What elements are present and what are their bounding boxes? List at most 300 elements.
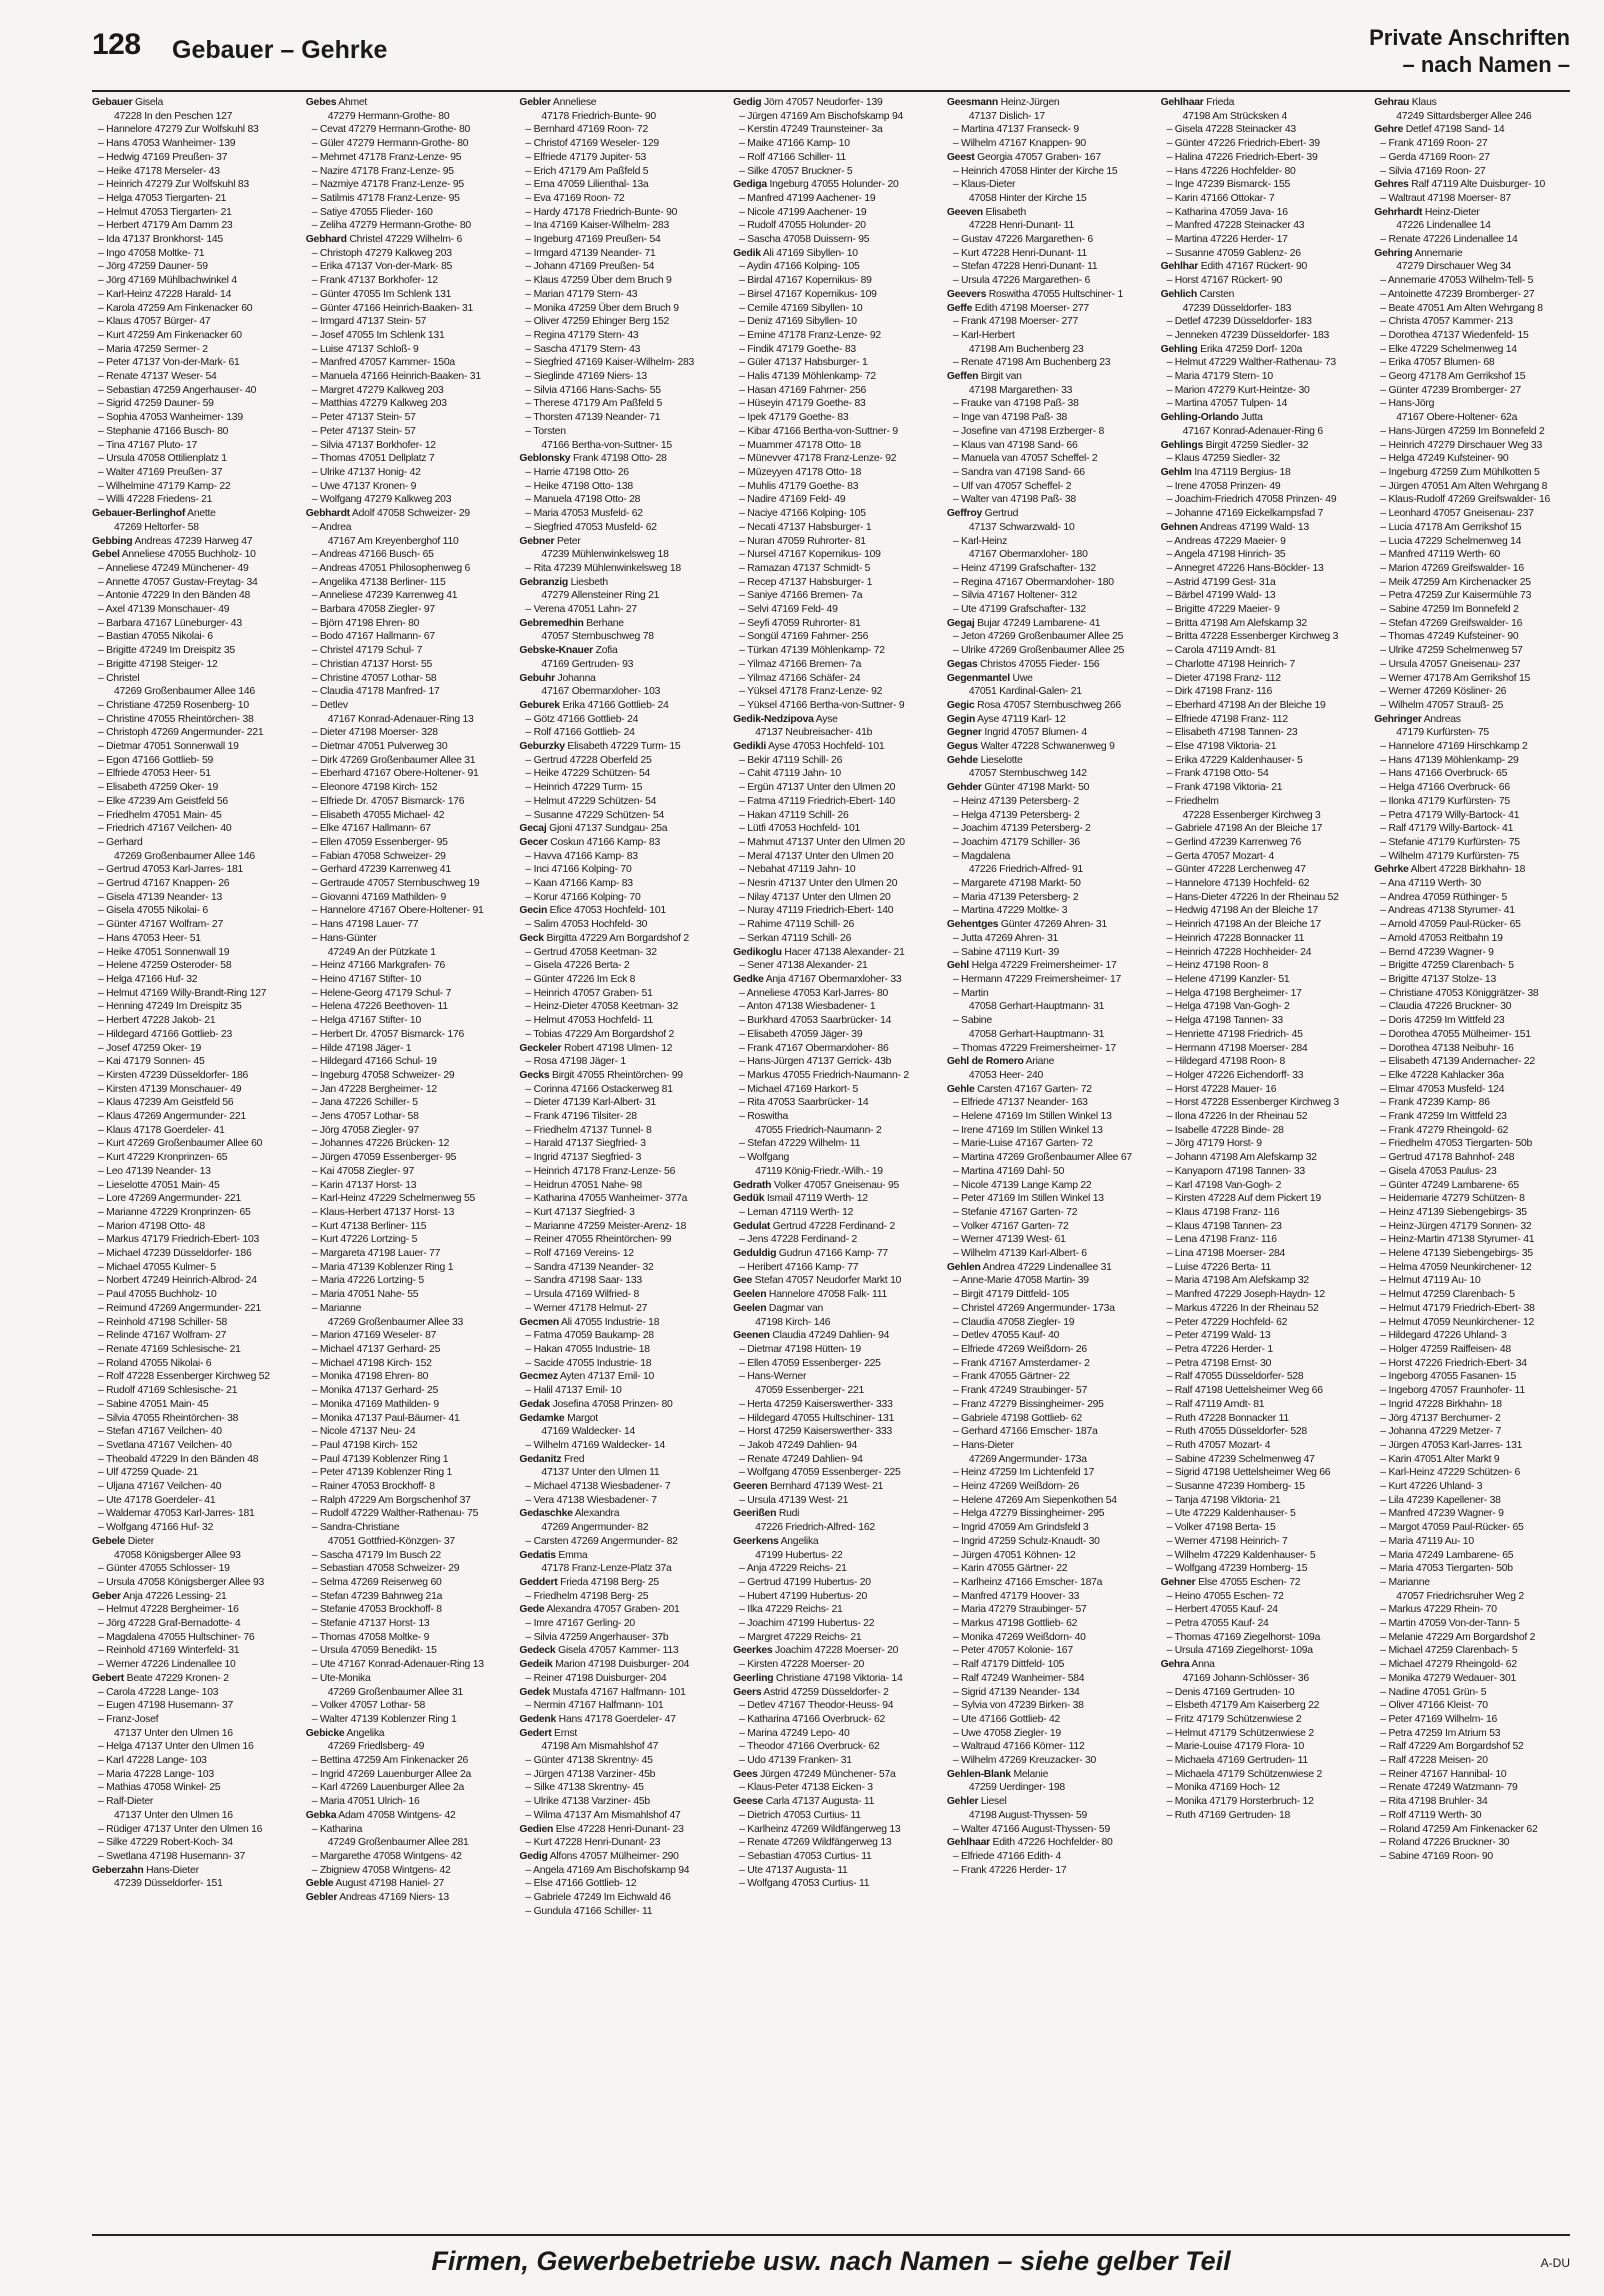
entry-details: Gisela 47057 Kammer- 113 xyxy=(555,1645,679,1657)
listing-entry: – Willi 47228 Friedens- 21 xyxy=(98,494,213,506)
listing-entry: – Joachim 47179 Schiller- 36 xyxy=(952,836,1080,848)
surname-entry xyxy=(306,1809,506,1823)
surname-entry xyxy=(1161,96,1361,110)
listing-entry: – Stefan 47269 Greifswalder- 16 xyxy=(1380,617,1523,629)
listing-entry: – Leman 47119 Werth- 12 xyxy=(739,1206,854,1218)
listing-entry: – Helga 47137 Unter den Ulmen 16 xyxy=(98,1741,254,1753)
listing-entry: – Hildegard 47198 Roon- 8 xyxy=(1166,1056,1286,1068)
surname: Gecks xyxy=(519,1069,550,1081)
listing-entry: – Wilhelm 47169 Waldecker- 14 xyxy=(525,1439,666,1451)
listing-entry: – Annette 47057 Gustav-Freytag- 34 xyxy=(98,576,258,588)
listing-entry: – Heinrich 47178 Franz-Lenze- 56 xyxy=(525,1165,676,1177)
listing-entry: – Hans-Werner xyxy=(739,1371,807,1383)
listing-entry: – Findik 47179 Goethe- 83 xyxy=(739,343,856,355)
listing-entry: – Volker 47167 Garten- 72 xyxy=(952,1220,1069,1232)
entry-details: Ali 47169 Sibyllen- 10 xyxy=(760,247,858,259)
listing-entry: – Ursula 47139 West- 21 xyxy=(739,1494,849,1506)
listing-entry: – Hans 47198 Lauer- 77 xyxy=(311,919,419,931)
listing-entry: – Maria 47053 Tiergarten- 50b xyxy=(1380,1563,1513,1575)
listing-entry: – Margarete 47198 Markt- 50 xyxy=(952,878,1081,890)
listing-entry: – Stefanie 47053 Brockhoff- 8 xyxy=(311,1604,442,1616)
surname-entry xyxy=(947,754,1147,768)
address-line: 47169 Waldecker- 14 xyxy=(541,1426,636,1438)
entry-details: Detlef 47198 Sand- 14 xyxy=(1403,124,1505,136)
surname-entry xyxy=(519,1658,719,1672)
listing-entry: – Sandra-Christiane xyxy=(311,1522,400,1534)
listing-entry: – Jörg 47228 Graf-Bernadotte- 4 xyxy=(98,1618,241,1630)
listing-entry: – Kaan 47166 Kamp- 83 xyxy=(525,878,633,890)
entry-details: Ralf 47119 Alte Duisburger- 10 xyxy=(1408,179,1546,191)
entry-details: Claudia 47249 Dahlien- 94 xyxy=(769,1330,890,1342)
listing-entry: – Maria 47053 Musfeld- 62 xyxy=(525,508,643,520)
listing-entry: – Franz 47279 Bissingheimer- 295 xyxy=(952,1398,1104,1410)
listing-entry: – Oliver 47166 Kleist- 70 xyxy=(1380,1700,1488,1712)
entry-details: Christel 47229 Wilhelm- 6 xyxy=(346,234,463,246)
listing-entry: – Jürgen 47051 Köhnen- 12 xyxy=(952,1549,1076,1561)
listing-entry: – Jörg 47179 Horst- 9 xyxy=(1166,1138,1262,1150)
listing-entry: – Hermann 47198 Moerser- 284 xyxy=(1166,1042,1308,1054)
listing-entry: – Monika 47179 Horsterbruch- 12 xyxy=(1166,1796,1314,1808)
surname: Gegus xyxy=(946,741,978,753)
listing-entry: – Günter 47249 Lambarene- 65 xyxy=(1380,1179,1519,1191)
listing-entry: – Güler 47137 Habsburger- 1 xyxy=(739,357,868,369)
surname: Gebhardt xyxy=(305,508,350,520)
listing-entry: – Angelika 47138 Berliner- 115 xyxy=(311,576,446,588)
listing-entry: – Marianne xyxy=(1380,1576,1430,1588)
listing-entry: – Jörg 47058 Ziegler- 97 xyxy=(311,1124,419,1136)
address-line: 47167 Am Kreyenberghof 110 xyxy=(327,535,459,547)
listing-entry: – Marianne xyxy=(311,1302,362,1314)
listing-entry: – Elfriede 47137 Neander- 163 xyxy=(952,1097,1088,1109)
listing-entry: – Heinrich 47057 Graben- 51 xyxy=(525,987,653,999)
listing-entry: – Antoinette 47239 Bromberger- 27 xyxy=(1380,288,1535,300)
address-line: 47239 Düsseldorfer- 151 xyxy=(114,1878,223,1890)
surname-entry xyxy=(947,959,1147,973)
listing-entry: – Christiane 47053 Königgrätzer- 38 xyxy=(1380,987,1539,999)
surname: Gedeck xyxy=(519,1645,556,1657)
listing-entry: – Rolf 47166 Gottlieb- 24 xyxy=(525,727,635,739)
surname: Gebbing xyxy=(92,535,133,547)
surname: Geblonsky xyxy=(519,453,571,465)
listing-entry: – Renate 47198 Am Buchenberg 23 xyxy=(952,357,1111,369)
listing-entry: – Hans 47226 Hochfelder- 80 xyxy=(1166,165,1296,177)
listing-entry: – Günter 47138 Skrentny- 45 xyxy=(525,1755,653,1767)
listing-entry: – Türkan 47139 Möhlenkamp- 72 xyxy=(739,645,885,657)
listing-entry: – Klaus 47057 Bürger- 47 xyxy=(98,316,211,328)
listing-entry: – Inci 47166 Kolping- 70 xyxy=(525,864,632,876)
listing-entry: – Martina 47057 Tulpen- 14 xyxy=(1166,398,1288,410)
listing-entry: – Ralf 47229 Am Borgardshof 52 xyxy=(1380,1741,1524,1753)
surname: Gehrke xyxy=(1374,864,1409,876)
listing-entry: – Regina 47167 Obermarxloher- 180 xyxy=(952,576,1114,588)
listing-entry: – Erika 47057 Blumen- 68 xyxy=(1380,357,1495,369)
address-line: 47057 Sternbuschweg 142 xyxy=(968,768,1087,780)
listing-entry: – Rolf 47119 Werth- 30 xyxy=(1380,1809,1482,1821)
listing-entry: – Helmut 47259 Clarenbach- 5 xyxy=(1380,1289,1515,1301)
listing-entry: – Ulf 47259 Quade- 21 xyxy=(98,1467,198,1479)
entry-details: Günter 47198 Markt- 50 xyxy=(981,782,1090,794)
listing-entry: – Heribert 47166 Kamp- 77 xyxy=(739,1261,859,1273)
listing-entry: – Inge 47239 Bismarck- 155 xyxy=(1166,179,1291,191)
entry-details: Ayse 47119 Karl- 12 xyxy=(975,713,1066,725)
surname-entry xyxy=(947,672,1147,686)
address-line: 47167 Obermarxloher- 180 xyxy=(968,549,1088,561)
listing-entry: – Detlev xyxy=(311,699,348,711)
listing-entry: – Helga 47139 Petersberg- 2 xyxy=(952,809,1080,821)
address-line: 47269 Großenbaumer Allee 33 xyxy=(327,1316,464,1328)
listing-entry: – Karl 47198 Van-Gogh- 2 xyxy=(1166,1179,1282,1191)
listing-entry: – Eleonore 47198 Kirch- 152 xyxy=(311,782,438,794)
listing-entry: – Kirsten 47239 Düsseldorfer- 186 xyxy=(98,1069,249,1081)
entry-details: Georgia 47057 Graben- 167 xyxy=(974,151,1101,163)
listing-entry: – Günter 47226 Im Eck 8 xyxy=(525,974,636,985)
entry-details: Ayse 47053 Hochfeld- 101 xyxy=(766,741,885,753)
surname-entry xyxy=(947,781,1147,795)
listing-entry: – Volker 47057 Lothar- 58 xyxy=(311,1700,426,1712)
surname: Gedeik xyxy=(519,1659,553,1671)
listing-entry: – Henning 47249 Im Dreispitz 35 xyxy=(98,1001,242,1013)
listing-entry: – Ursula 47169 Wilfried- 8 xyxy=(525,1289,640,1301)
surname: Gegin xyxy=(946,713,976,725)
listing-entry: – Lina 47198 Moerser- 284 xyxy=(1166,1248,1286,1260)
listing-entry: – Elisabeth 47259 Oker- 19 xyxy=(98,782,218,794)
surname: Gees xyxy=(733,1768,758,1780)
listing-entry: – Ralf 47198 Uettelsheimer Weg 66 xyxy=(1166,1385,1323,1397)
listing-entry: – Gertrud 47199 Hubertus- 20 xyxy=(739,1576,871,1588)
listing-entry: – Erika 47137 Von-der-Mark- 85 xyxy=(311,261,453,273)
listing-entry: – Christine 47055 Rheintörchen- 38 xyxy=(98,713,254,725)
listing-entry: – Hermann 47229 Freimersheimer- 17 xyxy=(952,974,1122,985)
listing-entry: – Markus 47226 In der Rheinau 52 xyxy=(1166,1302,1319,1314)
listing-entry: – Elke 47239 Am Geistfeld 56 xyxy=(98,795,228,807)
listing-entry: – Ralf 47119 Arndt- 81 xyxy=(1166,1398,1265,1410)
surname: Geelen xyxy=(733,1302,767,1314)
surname: Gedanitz xyxy=(519,1453,562,1465)
surname-entry xyxy=(733,1220,933,1234)
entry-details: Alexandra xyxy=(572,1508,620,1520)
listing-entry: – Horst 47228 Essenberger Kirchweg 3 xyxy=(1166,1097,1339,1109)
entry-details: Anneliese xyxy=(550,97,597,108)
listing-entry: – Rosa 47198 Jäger- 1 xyxy=(525,1056,626,1068)
listing-entry: – Regina 47179 Stern- 43 xyxy=(525,329,639,341)
listing-entry: – Karin 47055 Gärtner- 22 xyxy=(952,1563,1068,1575)
surname: Gehlich xyxy=(1160,288,1197,300)
listing-entry: – Christoph 47279 Kalkweg 203 xyxy=(311,247,452,259)
surname: Gecmez xyxy=(519,1371,558,1383)
listing-entry: – Monika 47279 Wedauer- 301 xyxy=(1380,1672,1517,1684)
address-line: 47269 Heltorfer- 58 xyxy=(114,521,199,533)
surname: Gehle xyxy=(946,1083,975,1095)
listing-entry: – Antonie 47229 In den Bänden 48 xyxy=(98,590,251,602)
listing-entry: – Marion 47169 Weseler- 87 xyxy=(311,1330,437,1342)
listing-entry: – Hildegard 47166 Schul- 19 xyxy=(311,1056,437,1068)
listing-entry: – Erich 47179 Am Paßfeld 5 xyxy=(525,165,649,177)
listing-entry: – Ursula 47057 Gneisenau- 237 xyxy=(1380,658,1521,670)
listing-entry: – Dietmar 47051 Pulverweg 30 xyxy=(311,741,448,753)
listing-entry: – Irmgard 47137 Stein- 57 xyxy=(311,316,427,328)
listing-entry: – Stefanie 47137 Horst- 13 xyxy=(311,1618,430,1630)
listing-entry: – Christine 47057 Lothar- 58 xyxy=(311,672,437,684)
surname: Geeven xyxy=(946,206,983,218)
listing-entry: – Hildegard 47055 Hultschiner- 131 xyxy=(739,1412,895,1424)
listing-entry: – Therese 47179 Am Paßfeld 5 xyxy=(525,398,663,410)
listing-entry: – Egon 47166 Gottlieb- 59 xyxy=(98,754,214,766)
address-line: 47178 Franz-Lenze-Platz 37a xyxy=(541,1563,672,1575)
listing-entry: – Markus 47198 Gottlieb- 62 xyxy=(952,1618,1078,1630)
entry-details: Anja 47226 Lessing- 21 xyxy=(120,1590,227,1602)
listing-entry: – Manuela 47198 Otto- 28 xyxy=(525,494,641,506)
listing-entry: – Halina 47226 Friedrich-Ebert- 39 xyxy=(1166,151,1318,163)
listing-entry: – Nilay 47137 Unter den Ulmen 20 xyxy=(739,891,891,903)
listing-entry: – Barbara 47058 Ziegler- 97 xyxy=(311,604,435,616)
listing-entry: – Gisela 47053 Paulus- 23 xyxy=(1380,1165,1497,1177)
listing-entry: – Dorothea 47055 Mülheimer- 151 xyxy=(1380,1028,1531,1040)
entry-details: Uwe xyxy=(1009,672,1033,684)
directory-columns xyxy=(92,96,1574,2226)
surname-entry xyxy=(947,918,1147,932)
listing-entry: – Lena 47198 Franz- 116 xyxy=(1166,1234,1277,1246)
surname-entry xyxy=(519,1316,719,1330)
surname-entry xyxy=(519,1042,719,1056)
surname: Gehring xyxy=(1374,247,1413,259)
listing-entry: – Wilhelmine 47179 Kamp- 22 xyxy=(98,480,231,492)
surname: Geffe xyxy=(946,302,973,314)
surname-entry xyxy=(92,96,292,110)
listing-entry: – Ingrid 47137 Siegfried- 3 xyxy=(525,1152,642,1164)
listing-entry: – Sophia 47053 Wanheimer- 139 xyxy=(98,412,243,424)
address-line: 47169 Johann-Schlösser- 36 xyxy=(1182,1672,1309,1684)
listing-entry: – Kirsten 47139 Monschauer- 49 xyxy=(98,1083,242,1095)
address-line: 47279 Hermann-Grothe- 80 xyxy=(327,110,450,122)
surname-entry xyxy=(947,617,1147,631)
listing-entry: – Elisabeth 47059 Jäger- 39 xyxy=(739,1028,863,1040)
listing-entry: – Heike 47198 Otto- 138 xyxy=(525,480,633,492)
listing-entry: – Manfred 47239 Wagner- 9 xyxy=(1380,1508,1504,1520)
listing-entry: – Rudolf 47055 Holunder- 20 xyxy=(739,220,866,232)
listing-entry: – Jana 47226 Schiller- 5 xyxy=(311,1097,418,1109)
listing-entry: – Rainer 47053 Brockhoff- 8 xyxy=(311,1481,435,1493)
listing-entry: – Martina 47137 Franseck- 9 xyxy=(952,124,1079,136)
listing-entry: – Yüksel 47178 Franz-Lenze- 92 xyxy=(739,686,883,698)
surname-entry xyxy=(947,1261,1147,1275)
listing-entry: – Elke 47167 Hallmann- 67 xyxy=(311,823,431,835)
surname-entry xyxy=(733,1686,933,1700)
surname-entry xyxy=(733,1768,933,1782)
entry-details: Andreas xyxy=(1421,713,1461,725)
listing-entry: – Walter van 47198 Paß- 38 xyxy=(952,494,1076,506)
listing-entry: – Heinz-Dieter 47058 Keetman- 32 xyxy=(525,1001,678,1013)
listing-entry: – Nadine 47051 Grün- 5 xyxy=(1380,1686,1487,1698)
address-line: 47226 Friedrich-Alfred- 162 xyxy=(755,1522,875,1534)
surname-entry xyxy=(519,1453,719,1467)
listing-entry: – Klaus 47269 Angermunder- 221 xyxy=(98,1111,246,1123)
listing-entry: – Bernhard 47169 Roon- 72 xyxy=(525,124,648,136)
listing-entry: – Cemile 47169 Sibyllen- 10 xyxy=(739,302,863,314)
listing-entry: – Leonhard 47057 Gneisenau- 237 xyxy=(1380,508,1534,520)
surname-entry xyxy=(92,1864,292,1878)
surname-entry xyxy=(733,1192,933,1206)
section-title-line2: – nach Namen – xyxy=(1402,52,1570,77)
listing-entry: – Irene 47058 Prinzen- 49 xyxy=(1166,480,1281,492)
listing-entry: – Stefan 47239 Bahnweg 21a xyxy=(311,1590,443,1602)
listing-entry: – Marianne 47229 Kronprinzen- 65 xyxy=(98,1206,251,1218)
listing-entry: – Maria 47228 Lange- 103 xyxy=(98,1768,214,1780)
surname: Gegenmantel xyxy=(946,672,1010,684)
listing-entry: – Melanie 47229 Am Borgardshof 2 xyxy=(1380,1631,1536,1643)
listing-entry: – Hardy 47178 Friedrich-Bunte- 90 xyxy=(525,206,678,218)
surname: Gee xyxy=(733,1275,753,1287)
surname: Gebauer-Berlinghof xyxy=(92,508,186,520)
surname: Geble xyxy=(305,1878,334,1890)
surname-entry xyxy=(947,206,1147,220)
entry-details: Jörn 47057 Neudorfer- 139 xyxy=(761,97,883,108)
listing-entry: – Helga 47198 Tannen- 33 xyxy=(1166,1015,1283,1027)
listing-entry: – Kirsten 47228 Auf dem Pickert 19 xyxy=(1166,1193,1321,1205)
surname-entry xyxy=(733,1247,933,1261)
listing-entry: – Wilhelm 47167 Knappen- 90 xyxy=(952,138,1086,150)
listing-entry: – Theobald 47229 In den Bänden 48 xyxy=(98,1453,259,1465)
entry-details: Christiane 47198 Viktoria- 14 xyxy=(773,1672,903,1684)
listing-entry: – Petra 47055 Kauf- 24 xyxy=(1166,1618,1269,1630)
listing-entry: – Gisela 47139 Neander- 13 xyxy=(98,891,223,903)
listing-entry: – Joachim 47139 Petersberg- 2 xyxy=(952,823,1091,835)
surname-entry xyxy=(1161,1658,1361,1672)
listing-entry: – Paul 47198 Kirch- 152 xyxy=(311,1439,418,1451)
listing-entry: – Siegfried 47053 Musfeld- 62 xyxy=(525,521,657,533)
listing-entry: – Georg 47178 Am Gerrikshof 15 xyxy=(1380,371,1526,383)
listing-entry: – Hannelore 47139 Hochfeld- 62 xyxy=(1166,878,1310,890)
listing-entry: – Elisabeth 47139 Andernacher- 22 xyxy=(1380,1056,1535,1068)
listing-entry: – Helmut 47229 Walther-Rathenau- 73 xyxy=(1166,357,1336,369)
entry-details: Anette xyxy=(185,508,216,520)
listing-entry: – Heinrich 47058 Hinter der Kirche 15 xyxy=(952,165,1118,177)
listing-entry: – Sigrid 47139 Neander- 134 xyxy=(952,1686,1080,1698)
listing-entry: – Sascha 47179 Im Busch 22 xyxy=(311,1549,441,1561)
listing-entry: – Klaus-Peter 47138 Eicken- 3 xyxy=(739,1782,873,1794)
surname-entry xyxy=(947,726,1147,740)
listing-entry: – Ralf 47055 Düsseldorfer- 528 xyxy=(1166,1371,1304,1383)
surname-entry xyxy=(1374,863,1574,877)
surname-entry xyxy=(1161,260,1361,274)
listing-entry: – Vera 47138 Wiesbadener- 7 xyxy=(525,1494,657,1506)
listing-entry: – Michael 47055 Kulmer- 5 xyxy=(98,1261,216,1273)
footer-code: A-DU xyxy=(1540,2256,1570,2270)
surname-entry xyxy=(519,932,719,946)
listing-entry: – Karl 47269 Lauenburger Allee 2a xyxy=(311,1782,465,1794)
listing-entry: – Katharina 47055 Wanheimer- 377a xyxy=(525,1193,688,1205)
listing-entry: – Renate 47226 Lindenallee 14 xyxy=(1380,234,1518,246)
listing-entry: – Rolf 47169 Vereins- 12 xyxy=(525,1248,634,1260)
surname: Geffen xyxy=(946,371,979,383)
listing-entry: – Heike 47229 Schützen- 54 xyxy=(525,768,651,780)
listing-entry: – Uljana 47167 Veilchen- 40 xyxy=(98,1481,222,1493)
listing-entry: – Havva 47166 Kamp- 83 xyxy=(525,850,638,862)
listing-entry: – Ralf 47249 Wanheimer- 584 xyxy=(952,1672,1085,1684)
listing-entry: – Andrea xyxy=(311,521,352,533)
listing-entry: – Helga 47198 Bergheimer- 17 xyxy=(1166,987,1302,999)
listing-entry: – Arnold 47059 Paul-Rücker- 65 xyxy=(1380,919,1521,931)
listing-entry: – Heike 47178 Merseler- 43 xyxy=(98,165,220,177)
page-header xyxy=(92,24,1570,92)
listing-entry: – Fabian 47058 Schweizer- 29 xyxy=(311,850,446,862)
surname: Gebremedhin xyxy=(519,617,584,629)
listing-entry: – Jürgen 47169 Am Bischofskamp 94 xyxy=(739,110,904,122)
surname: Geck xyxy=(519,932,544,944)
surname-entry xyxy=(519,1713,719,1727)
entry-details: Johanna xyxy=(554,672,596,684)
surname-entry xyxy=(733,1288,933,1302)
listing-entry: – Gertrud 47228 Oberfeld 25 xyxy=(525,754,652,766)
listing-entry: – Sigrid 47198 Uettelsheimer Weg 66 xyxy=(1166,1467,1331,1479)
listing-entry: – Ute-Monika xyxy=(311,1672,371,1684)
surname-entry xyxy=(947,740,1147,754)
listing-entry: – Magdalena 47055 Hultschiner- 76 xyxy=(98,1631,255,1643)
surname: Gehnen xyxy=(1160,521,1198,533)
surname: Gebel xyxy=(92,549,120,561)
surname: Geers xyxy=(733,1686,762,1698)
entry-details: Birgit van xyxy=(978,371,1022,383)
listing-entry: – Nursel 47167 Kopernikus- 109 xyxy=(739,549,881,561)
surname: Gehling xyxy=(1160,343,1198,355)
listing-entry: – Dietmar 47198 Hütten- 19 xyxy=(739,1343,861,1355)
listing-entry: – Horst 47167 Rückert- 90 xyxy=(1166,275,1283,287)
surname: Geckeler xyxy=(519,1042,562,1054)
listing-entry: – Maike 47166 Kamp- 10 xyxy=(739,138,850,150)
listing-entry: – Peter 47057 Kolonie- 167 xyxy=(952,1645,1073,1657)
listing-entry: – Elke 47229 Schelmenweg 14 xyxy=(1380,343,1517,355)
listing-entry: – Michael 47239 Düsseldorfer- 186 xyxy=(98,1248,252,1260)
listing-entry: – Ralf 47179 Willy-Bartock- 41 xyxy=(1380,823,1514,835)
listing-entry: – Josef 47055 Im Schlenk 131 xyxy=(311,329,445,341)
listing-entry: – Silvia 47137 Borkhofer- 12 xyxy=(311,439,436,451)
listing-entry: – Rudolf 47229 Walther-Rathenau- 75 xyxy=(311,1508,479,1520)
surname: Gecer xyxy=(519,836,548,848)
entry-details: Andreas 47199 Wald- 13 xyxy=(1197,521,1309,533)
surname-entry xyxy=(733,713,933,727)
surname: Geberzahn xyxy=(92,1864,144,1876)
listing-entry: – Frank 47196 Tilsiter- 28 xyxy=(525,1111,637,1123)
listing-entry: – Hannelore 47167 Obere-Holtener- 91 xyxy=(311,905,484,917)
surname: Geduldig xyxy=(733,1248,777,1260)
listing-entry: – Ute 47167 Konrad-Adenauer-Ring 13 xyxy=(311,1659,484,1671)
listing-entry: – Heinrich 47229 Turm- 15 xyxy=(525,782,643,794)
surname-entry xyxy=(519,904,719,918)
surname-entry xyxy=(519,1549,719,1563)
listing-entry: – Uwe 47137 Kronen- 9 xyxy=(311,480,417,492)
listing-entry: – Relinde 47167 Wolfram- 27 xyxy=(98,1330,227,1342)
listing-entry: – Frank 47226 Herder- 17 xyxy=(952,1864,1067,1876)
listing-entry: – Hannelore 47279 Zur Wolfskuhl 83 xyxy=(98,124,259,136)
listing-entry: – Helene 47139 Siebengebirgs- 35 xyxy=(1380,1248,1533,1260)
listing-entry: – Johanne 47169 Eickelkampsfad 7 xyxy=(1166,508,1324,520)
listing-entry: – Johann 47198 Am Alefskamp 32 xyxy=(1166,1152,1317,1164)
listing-entry: – Frank 47055 Gärtner- 22 xyxy=(952,1371,1070,1383)
surname-entry xyxy=(519,617,719,631)
listing-entry: – Jürgen 47051 Am Alten Wehrgang 8 xyxy=(1380,480,1548,492)
surname: Gebler xyxy=(519,97,551,108)
listing-entry: – Helmut 47229 Schützen- 54 xyxy=(525,795,657,807)
listing-entry: – Ingrid 47269 Lauenburger Allee 2a xyxy=(311,1768,472,1780)
listing-entry: – Gabriele 47198 Gottlieb- 62 xyxy=(952,1412,1082,1424)
listing-entry: – Maria 47249 Lambarene- 65 xyxy=(1380,1549,1514,1561)
listing-entry: – Karin 47137 Horst- 13 xyxy=(311,1179,417,1191)
address-line: 47279 Dirschauer Weg 34 xyxy=(1396,261,1512,273)
listing-entry: – Ute 47178 Goerdeler- 41 xyxy=(98,1494,216,1506)
listing-entry: – Karl 47228 Lange- 103 xyxy=(98,1755,207,1767)
listing-entry: – Frank 47167 Amsterdamer- 2 xyxy=(952,1357,1090,1369)
listing-entry: – Günter 47239 Bromberger- 27 xyxy=(1380,384,1521,396)
listing-entry: – Gerhard 47239 Karrenweg 41 xyxy=(311,864,451,876)
